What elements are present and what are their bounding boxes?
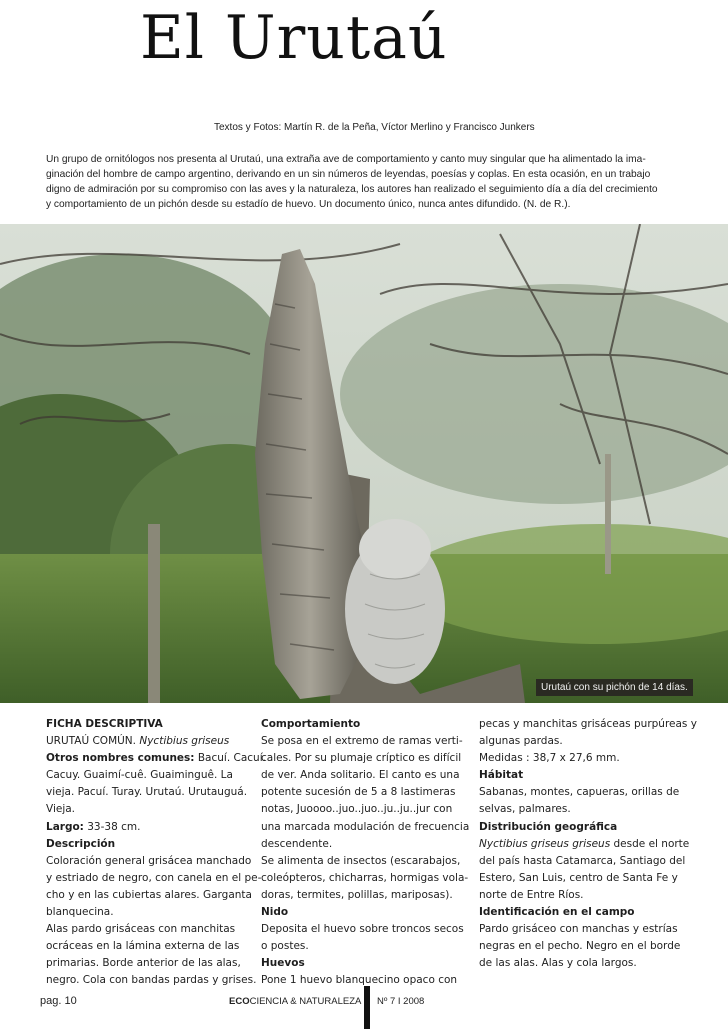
- descripcion-line: ocráceas en la lámina externa de las: [46, 940, 240, 953]
- descripcion-line: Alas pardo grisáceas con manchitas: [46, 923, 236, 936]
- nido-heading: Nido: [261, 906, 289, 919]
- descripcion-line: cho y en las cubiertas alares. Garganta: [46, 888, 252, 901]
- page-number: pag. 10: [40, 995, 77, 1007]
- footer-divider: [364, 986, 370, 1029]
- article-credits: Textos y Fotos: Martín R. de la Peña, Víctor Merlino y Francisco Junkers: [214, 122, 535, 133]
- comportamiento-line: doras, termites, polillas, mariposas).: [261, 888, 453, 901]
- photo-caption: Urutaú con su pichón de 14 días.: [536, 679, 693, 696]
- otros-line: Vieja.: [46, 803, 76, 816]
- comportamiento-line: descendente.: [261, 837, 333, 850]
- identificacion-line: de las alas. Alas y cola largos.: [479, 957, 637, 970]
- column-habitat: [479, 716, 697, 972]
- distribucion-line: Nyctibius griseus griseus desde el norte: [479, 837, 690, 850]
- descripcion-line: primarias. Borde anterior de las alas,: [46, 957, 241, 970]
- medidas-line: Medidas : 38,7 x 27,6 mm.: [479, 752, 620, 765]
- comportamiento-line: Se posa en el extremo de ramas verti-: [261, 735, 463, 748]
- habitat-line: selvas, palmares.: [479, 803, 571, 816]
- identificacion-line: negras en el pecho. Negro en el borde: [479, 940, 681, 953]
- article-title: El Urutaú: [140, 3, 448, 73]
- identificacion-line: Pardo grisáceo con manchas y estrías: [479, 923, 678, 936]
- comportamiento-line: una marcada modulación de frecuencia: [261, 820, 470, 833]
- comportamiento-line: potente sucesión de 5 a 8 lastimeras: [261, 786, 456, 799]
- descripcion-line: negro. Cola con bandas pardas y grises.: [46, 974, 257, 987]
- descripcion-line: blanquecina.: [46, 906, 114, 919]
- identificacion-heading: Identificación en el campo: [479, 906, 635, 919]
- intro-line: ginación del hombre de campo argentino, derivando en un sin números de leyendas, poesías y coplas. En esta ocasión, en un trabajo: [46, 169, 651, 180]
- descripcion-line: y estriado de negro, con canela en el pe-: [46, 871, 262, 884]
- huevos-line: algunas pardas.: [479, 735, 563, 748]
- largo-line: Largo: 33-38 cm.: [46, 820, 141, 833]
- comportamiento-line: coleópteros, chicharras, hormigas vola-: [261, 871, 469, 884]
- article-intro: [46, 152, 682, 212]
- otros-line: vieja. Pacuí. Turay. Urutaú. Urutauguá.: [46, 786, 248, 799]
- comportamiento-line: de ver. Anda solitario. El canto es una: [261, 769, 460, 782]
- huevos-line: Pone 1 huevo blanquecino opaco con: [261, 974, 458, 987]
- distribucion-heading: Distribución geográfica: [479, 820, 618, 833]
- huevos-line: pecas y manchitas grisáceas purpúreas y: [479, 718, 697, 730]
- nido-line: o postes.: [261, 940, 309, 953]
- comportamiento-line: cales. Por su plumaje críptico es difícil: [261, 752, 462, 765]
- column-ficha: [46, 716, 266, 990]
- urutau-photo: [0, 224, 728, 703]
- descripcion-heading: Descripción: [46, 837, 116, 850]
- distribucion-line: del país hasta Catamarca, Santiago del: [479, 854, 686, 867]
- distribucion-line: Estero, San Luis, centro de Santa Fe y: [479, 871, 678, 884]
- habitat-heading: Hábitat: [479, 769, 524, 782]
- comportamiento-line: Se alimenta de insectos (escarabajos,: [261, 854, 461, 867]
- magazine-name: ECOCIENCIA & NATURALEZA: [229, 996, 362, 1007]
- ficha-heading: FICHA DESCRIPTIVA: [46, 718, 163, 730]
- intro-line: digno de admiración por su compromiso con las aves y la naturaleza, los autores han realizado el seguimiento día a día del crecimiento: [46, 184, 658, 195]
- otros-line: Otros nombres comunes: Bacuí. Cacuí.: [46, 752, 266, 765]
- descripcion-line: Coloración general grisácea manchado: [46, 854, 252, 867]
- issue-number: Nº 7 I 2008: [377, 996, 425, 1007]
- comportamiento-line: notas, Juoooo..juo..juo..ju..ju..jur con: [261, 803, 453, 816]
- nido-line: Deposita el huevo sobre troncos secos: [261, 923, 464, 936]
- intro-line: Un grupo de ornitólogos nos presenta al Urutaú, una extraña ave de comportamiento y canto muy singular que ha alimentado la ima-: [46, 154, 646, 165]
- column-comportamiento: [261, 716, 470, 990]
- common-name-line: URUTAÚ COMÚN. Nyctibius griseus: [46, 735, 230, 748]
- otros-line: Cacuy. Guaimí-cuê. Guaiminguê. La: [46, 769, 233, 782]
- habitat-line: Sabanas, montes, capueras, orillas de: [479, 786, 680, 799]
- huevos-heading: Huevos: [261, 957, 305, 970]
- distribucion-line: norte de Entre Ríos.: [479, 888, 584, 901]
- comportamiento-heading: Comportamiento: [261, 718, 361, 730]
- intro-line: y comportamiento de un pichón desde su estadío de huevo. Un documento único, nunca antes difundido. (N. de R.).: [46, 199, 571, 210]
